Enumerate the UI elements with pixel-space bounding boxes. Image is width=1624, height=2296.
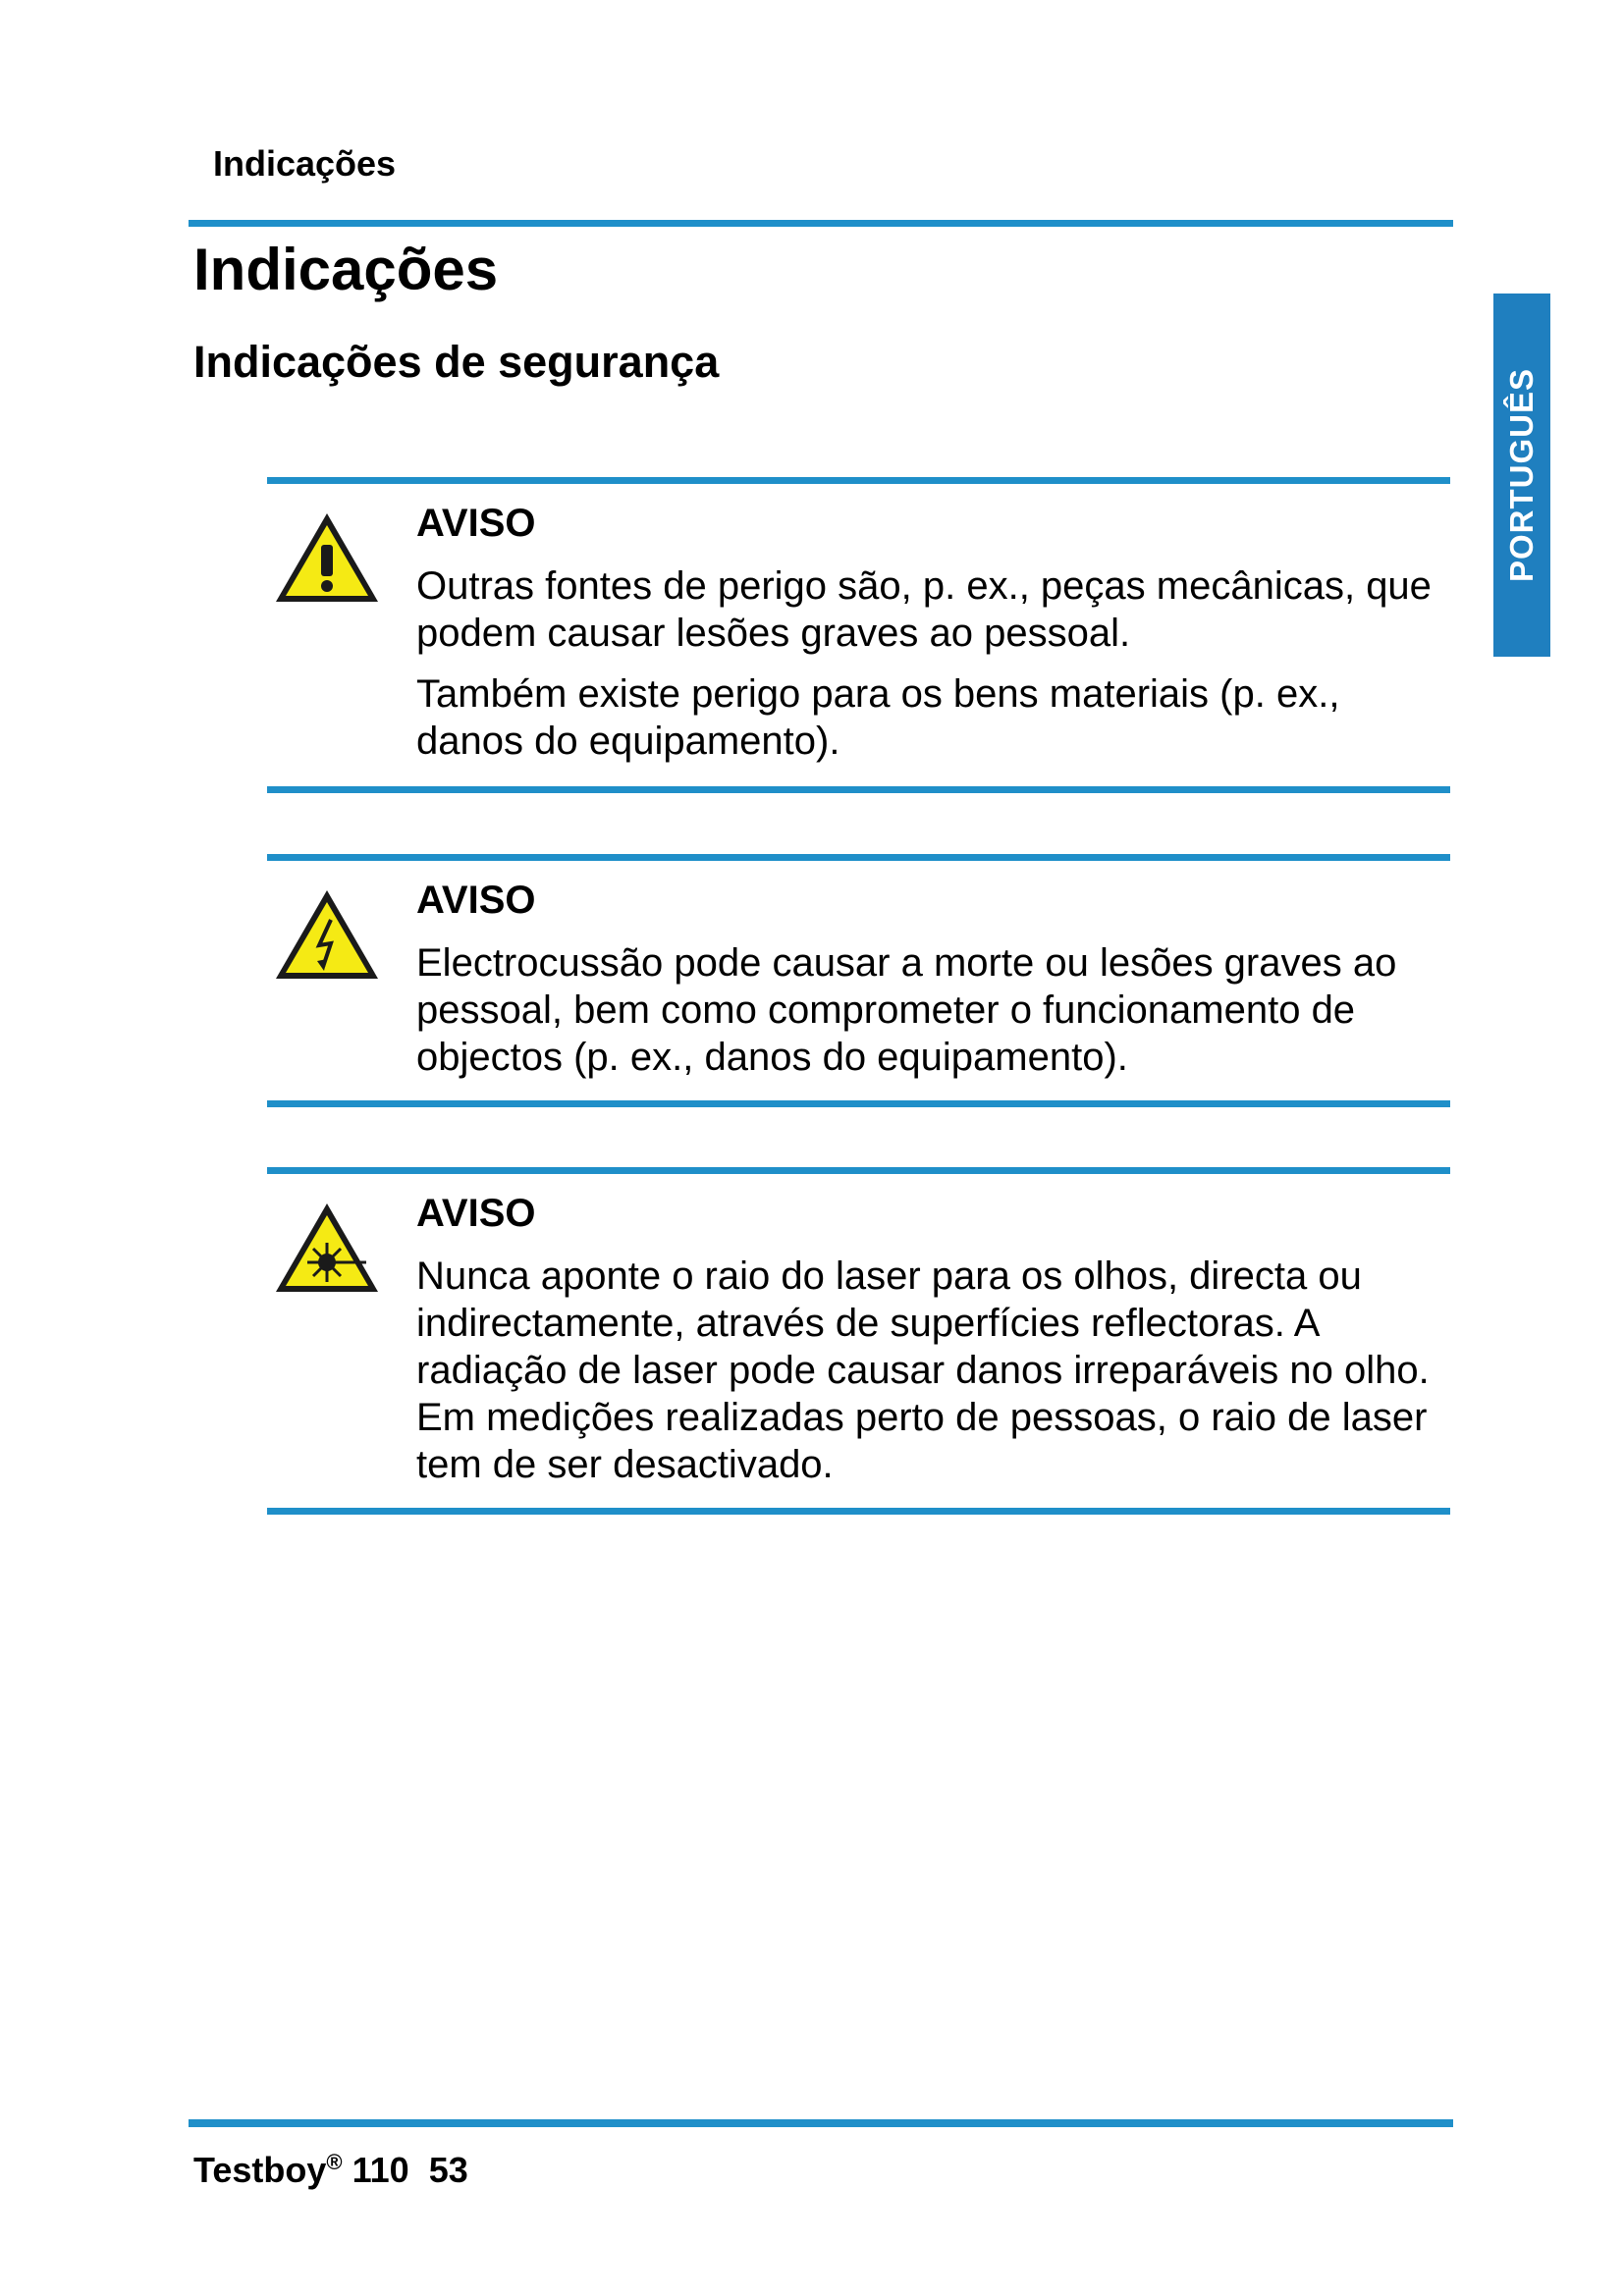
footer bbox=[193, 2150, 468, 2191]
warning-body bbox=[416, 562, 1447, 778]
warning-paragraph: Electrocussão pode causar a morte ou lesões graves ao pessoal, bem como comprometer o funcionamento de objectos (p. ex., danos do equipamento). bbox=[416, 941, 1397, 1079]
general-warning-icon bbox=[272, 509, 382, 608]
warning-title: AVISO bbox=[416, 879, 536, 922]
running-head: Indicações bbox=[213, 143, 397, 184]
warning-block-electric bbox=[267, 854, 1450, 1107]
warning-paragraph: Outras fontes de perigo são, p. ex., peças mecânicas, que podem causar lesões graves ao pessoal. bbox=[416, 564, 1432, 655]
footer-product: Testboy bbox=[193, 2150, 327, 2190]
warning-body bbox=[416, 939, 1447, 1095]
footer-page-number: 53 bbox=[428, 2150, 468, 2190]
laser-warning-icon bbox=[272, 1200, 382, 1298]
footer-trademark: ® bbox=[326, 2150, 343, 2174]
warning-block-laser bbox=[267, 1167, 1450, 1515]
language-tab bbox=[1493, 294, 1550, 657]
warning-block-general bbox=[267, 477, 1450, 793]
header-rule bbox=[189, 220, 1453, 227]
page-title: Indicações bbox=[193, 237, 499, 302]
warning-title: AVISO bbox=[416, 502, 536, 545]
footer-rule bbox=[189, 2119, 1453, 2127]
section-title: Indicações de segurança bbox=[193, 337, 720, 387]
warning-title: AVISO bbox=[416, 1192, 536, 1235]
footer-model: 110 bbox=[352, 2150, 409, 2190]
language-tab-label: PORTUGUÊS bbox=[1503, 367, 1540, 583]
electric-shock-warning-icon bbox=[272, 886, 382, 985]
warning-body bbox=[416, 1253, 1447, 1502]
warning-paragraph: Também existe perigo para os bens materiais (p. ex., danos do equipamento). bbox=[416, 672, 1340, 763]
warning-paragraph: Nunca aponte o raio do laser para os olhos, directa ou indirectamente, através de superfícies reflectoras. A radiação de laser pode causar danos irreparáveis no olho. Em medições realizadas perto de pessoas, o raio de laser tem de ser desactivado. bbox=[416, 1255, 1430, 1486]
